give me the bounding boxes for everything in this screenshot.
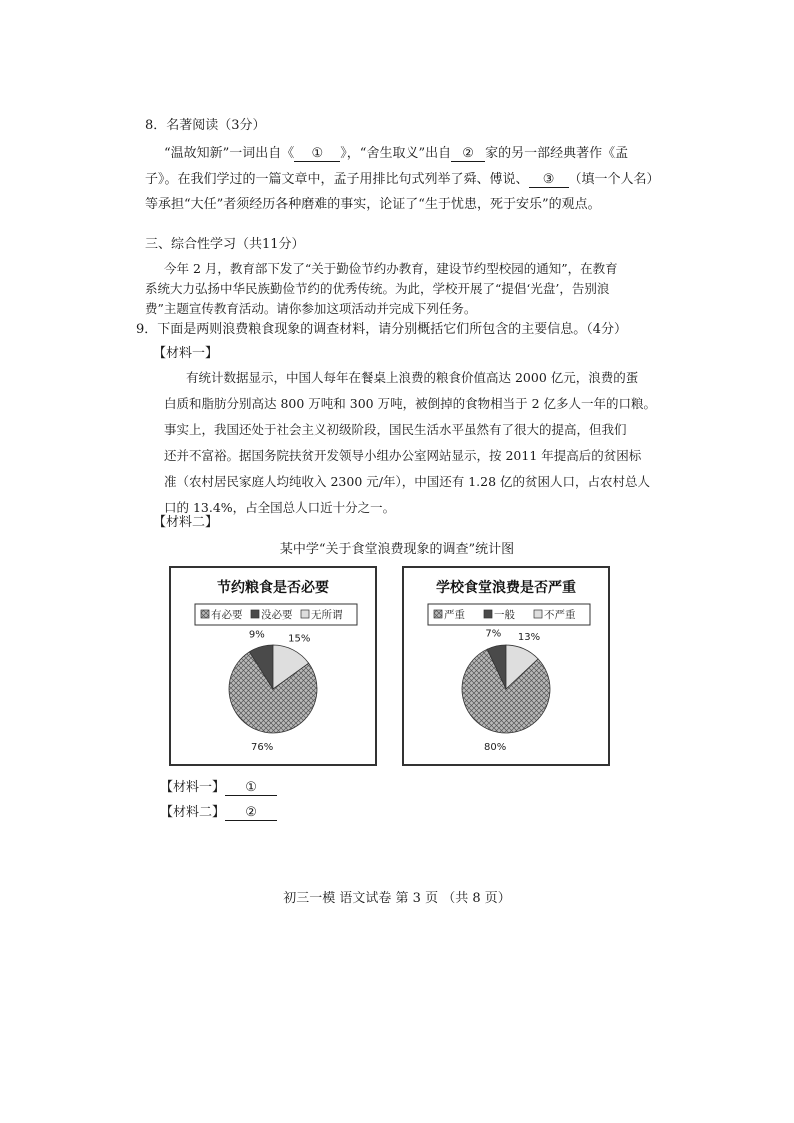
- q8-text-l2: 子》。在我们学过的一篇文章中，孟子用排比句式列举了舜、傅说、: [145, 172, 529, 187]
- chart-0-data-label-1: 9%: [248, 629, 265, 641]
- q8-text-c: 》，“舍生取义”出自: [340, 146, 452, 161]
- chart-1-legend-label-0: 严重: [444, 609, 465, 621]
- chart-necessity: [169, 566, 377, 766]
- answer-2: [160, 805, 277, 821]
- material1-label: 【材料一】: [153, 346, 219, 361]
- pie-chart-waste-severity: [404, 568, 608, 764]
- section3-intro-3: 费”主题宣传教育活动。请你参加这项活动并完成下列任务。: [145, 301, 477, 316]
- chart-1-legend-swatch-2: [534, 610, 542, 618]
- chart-1-legend-label-2: 不严重: [544, 609, 576, 621]
- q9-heading: 9．下面是两则浪费粮食现象的调查材料，请分别概括它们所包含的主要信息。（4分）: [136, 322, 628, 337]
- material1-text-3: 事实上，我国还处于社会主义初级阶段，国民生活水平虽然有了很大的提高，但我们: [164, 422, 627, 437]
- q8-blank-1[interactable]: ①: [294, 147, 340, 162]
- chart-1-legend-swatch-1: [484, 610, 492, 618]
- material1-text-1: 有统计数据显示，中国人每年在餐桌上浪费的粮食价值高达 2000 亿元，浪费的蛋: [186, 370, 639, 385]
- answer-1-blank[interactable]: ①: [225, 781, 277, 796]
- chart-1-data-label-2: 13%: [517, 631, 541, 643]
- chart-1-data-label-1: 7%: [485, 628, 502, 640]
- q8-text-e: （填一个人名）: [568, 172, 660, 187]
- material1-text-6: 口的 13.4%，占全国总人口近十分之一。: [164, 500, 396, 515]
- chart-1-title: 学校食堂浪费是否严重: [436, 580, 576, 596]
- pie-chart-necessity: [171, 568, 375, 764]
- page-footer: 初三一模 语文试卷 第 3 页 （共 8 页）: [283, 891, 511, 906]
- chart-0-legend-swatch-0: [201, 610, 209, 618]
- answer-1-label: 【材料一】: [160, 780, 226, 795]
- answer-1: [160, 780, 277, 796]
- chart-0-legend-swatch-2: [301, 610, 309, 618]
- chart-1-data-label-0: 80%: [483, 742, 507, 753]
- section3-heading: 三、综合性学习（共11分）: [145, 237, 305, 252]
- material2-label: 【材料二】: [153, 515, 219, 530]
- answer-2-blank[interactable]: ②: [225, 806, 277, 821]
- chart-waste-severity: [402, 566, 610, 766]
- chart-0-legend: [195, 604, 357, 625]
- chart-0-legend-label-1: 没必要: [261, 609, 293, 621]
- chart-heading: 某中学“关于食堂浪费现象的调查”统计图: [279, 542, 515, 557]
- chart-0-data-label-0: 76%: [250, 742, 274, 753]
- chart-0-legend-swatch-1: [251, 610, 259, 618]
- chart-1-legend-swatch-0: [434, 610, 442, 618]
- section3-intro-2: 系统大力弘扬中华民族勤俭节约的优秀传统。为此，学校开展了“提倡‘光盘’，告别浪: [145, 281, 610, 296]
- q8-text-a: “温故知新”一词出自《: [164, 146, 295, 161]
- chart-0-title: 节约粮食是否必要: [217, 580, 329, 596]
- q8-blank-2[interactable]: ②: [451, 147, 485, 162]
- q8-blank-3[interactable]: ③: [529, 173, 569, 188]
- q8-line-3: 等承担“大任”者须经历各种磨难的事实，论证了“生于忧患，死于安乐”的观点。: [145, 197, 601, 212]
- material1-text-4: 还并不富裕。据国务院扶贫开发领导小组办公室网站显示，按 2011 年提高后的贫困标: [164, 448, 642, 463]
- chart-0-legend-label-0: 有必要: [211, 609, 243, 621]
- chart-1-legend: [428, 604, 590, 625]
- chart-1-legend-label-1: 一般: [494, 609, 515, 621]
- chart-0-data-label-2: 15%: [288, 633, 311, 645]
- q8-line-2: [145, 172, 660, 188]
- material1-text-2: 白质和脂肪分别高达 800 万吨和 300 万吨，被倒掉的食物相当于 2 亿多人一年的口粮。: [164, 396, 657, 411]
- chart-0-legend-label-2: 无所谓: [311, 609, 343, 621]
- q8-line-1: [164, 146, 628, 162]
- answer-2-label: 【材料二】: [160, 805, 226, 820]
- q8-text-d: 家的另一部经典著作《孟: [485, 146, 629, 161]
- material1-text-5: 准（农村居民家庭人均纯收入 2300 元/年），中国还有 1.28 亿的贫困人口，占农村总人: [164, 474, 651, 489]
- section3-intro-1: 今年 2 月，教育部下发了“关于勤俭节约办教育，建设节约型校园的通知”，在教育: [164, 261, 618, 276]
- q8-heading: 8．名著阅读（3分）: [145, 118, 266, 133]
